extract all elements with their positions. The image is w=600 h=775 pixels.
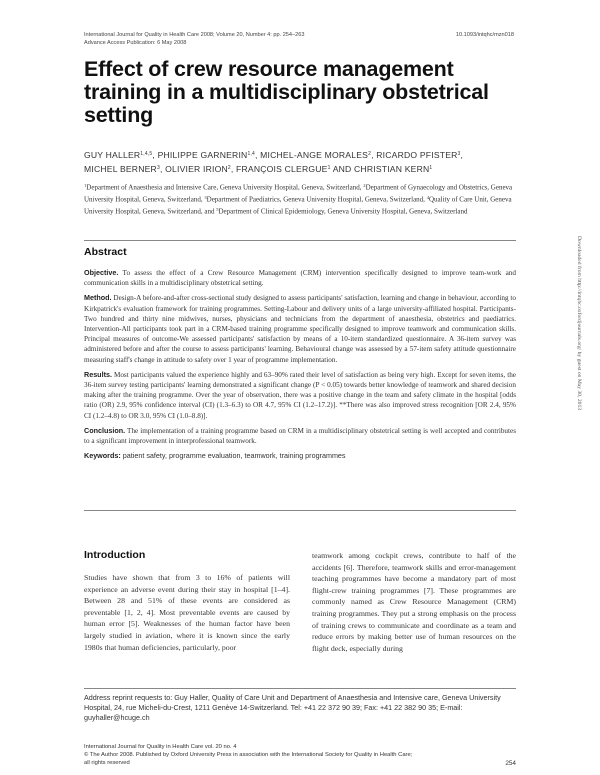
download-watermark: Downloaded from http://intqhc.oxfordjournals.org/ by guest on May 30, 2013 (576, 236, 582, 411)
divider (84, 688, 516, 689)
footer-journal: International Journal for Quality in Health Care vol. 20 no. 4 (84, 744, 237, 750)
objective-text: To assess the effect of a Crew Resource Management (CRM) intervention specifically designed to improve team-work and communication skills in a multidisciplinary obstetrical setting. (84, 269, 516, 288)
keywords-label: Keywords: (84, 451, 121, 461)
objective-label: Objective. (84, 268, 119, 277)
author-list (84, 148, 514, 176)
abstract-body (84, 268, 516, 466)
journal-citation: International Journal for Quality in Health Care 2008; Volume 20, Number 4: pp. 254–263 (84, 32, 305, 38)
running-header-left (84, 31, 304, 47)
keywords (84, 451, 516, 461)
doi[interactable]: 10.1093/intqhc/mzn018 (455, 32, 514, 38)
footer-rights: all rights reserved (84, 760, 130, 767)
abstract-results (84, 370, 516, 421)
keywords-text: patient safety, programme evaluation, teamwork, training programmes (120, 451, 346, 461)
footer-copyright: © The Author 2008. Published by Oxford University Press in association with the International Society for Quality in Health Care; (84, 752, 413, 759)
authors-line: MICHEL BERNER$^3$, OLIVIER IRION$^2$, FRANÇOIS CLERGUE$^1$ AND CHRISTIAN KERN$^1$ (84, 164, 433, 174)
abstract-objective (84, 268, 516, 288)
conclusion-text: The implementation of a training programme based on CRM in a multidisciplinary obstetrical setting is well accepted and contributes to a significant improvement in interprofessional teamwork. (84, 426, 516, 446)
abstract-method (84, 293, 516, 364)
results-text: Most participants valued the experience highly and 63–90% rated their level of satisfaction as being very high. Except for seven items, the 36-item survey testing participants' learning demonstrated a significant change (P < 0.05) towards better knowledge of teamwork and shared decision making after the training programme. Over the year of observation, there was a positive change in the team and safety climate in the hospital [odds ratio (OR) 2.9, 95% confidence interval (CI) (1.3–6.3) to OR 4.7, 95% CI (1.2–17.2)]. **There was also improved stress recognition [OR 2.4, 95% CI (1.2–4.8) to OR 3.0, 95% CI (1.0–8.8)]. (84, 370, 516, 420)
correspondence-address: Address reprint requests to: Guy Haller, Quality of Care Unit and Department of Anaesthesia and Intensive care, Geneva University Hospital, 24, rue Micheli-du-Crest, 1211 Genève 14-Switzerland. Tel: +41 22 372 90 39; Fax: +41 22 382 90 35; E-mail: guyhaller@hcuge.ch (84, 693, 501, 723)
introduction-column-right: teamwork among cockpit crews, contribute to half of the accidents [6]. Therefore, teamwork skills and error-management teaching programmes have become a mandatory part of most flight-crew training programmes [7]. These programmes are commonly named as Crew Resource Management (CRM) training programmes. They put a strong emphasis on the process of training crews to communicate and coordinate as a team and reduce errors by making better use of human resources on the flight deck, especially during (312, 551, 516, 653)
authors-line: GUY HALLER$^{1,4,5}$, PHILIPPE GARNERIN$^{1,4}$, MICHEL-ANGE MORALES$^2$, RICARDO PFISTER$^3$, (84, 150, 464, 160)
results-label: Results. (84, 369, 112, 379)
method-text: Design-A before-and-after cross-sectional study designed to assess participants' satisfaction, learning and change in behaviour, according to Kirkpatrick's evaluation framework for training programmes. Setting-Labour and delivery units of a large university-affiliated hospital. Participants-Two hundred and thirty nine midwives, nurses, physicians and technicians from the department of anaesthesia, obstetrics and paediatrics. Intervention-All participants took part in a CRM-based training programme specifically designed to improve teamwork and communication skills. Principal measures of outcome-We assessed participants' satisfaction by means of a 10-item standardized questionnaire. A 36-item survey was administered before and after the course to assess participants' learning. Behavioural change was assessed by a 57-item safety attitude questionnaire measuring staff's change in attitude to safety over 1 year of programme implementation. (84, 294, 516, 364)
page-number: 254 (505, 760, 516, 767)
conclusion-label: Conclusion. (84, 425, 126, 435)
introduction-column-left: Studies have shown that from 3 to 16% of patients will experience an adverse event during their stay in hospital [1–4]. Between 28 and 51% of these events are considered as preventable [1, 2, 4]. Most preventable events are caused by human error [5]. Weaknesses of the human factor have been largely studied in aviation, where it is known since the early 1980s that human deficiencies, particularly, poor (84, 573, 290, 652)
abstract-conclusion (84, 426, 516, 446)
introduction-heading: Introduction (84, 549, 146, 561)
divider (84, 240, 516, 241)
article-title: Effect of crew resource management training in a multidisciplinary obstetrical setting (84, 57, 489, 127)
page-footer (84, 743, 516, 768)
abstract-heading: Abstract (84, 246, 127, 258)
method-label: Method. (84, 293, 112, 303)
affiliations: $^1$Department of Anaesthesia and Intensive Care, Geneva University Hospital, Geneva, Switzerland, $^2$Department of Gynaecology and Obstetrics, Geneva University Hospital, Geneva, Switzerland, $^3$Department of Paediatrics, Geneva University Hospital, Geneva, Switzerland, $^4$Quality of Care Unit, Geneva University Hospital, Geneva, Switzerland, and $^5$Department of Clinical Epidemiology, Geneva University Hospital, Geneva, Switzerland (84, 183, 513, 216)
divider (84, 510, 516, 511)
advance-access-date: Advance Access Publication: 6 May 2008 (84, 40, 187, 46)
